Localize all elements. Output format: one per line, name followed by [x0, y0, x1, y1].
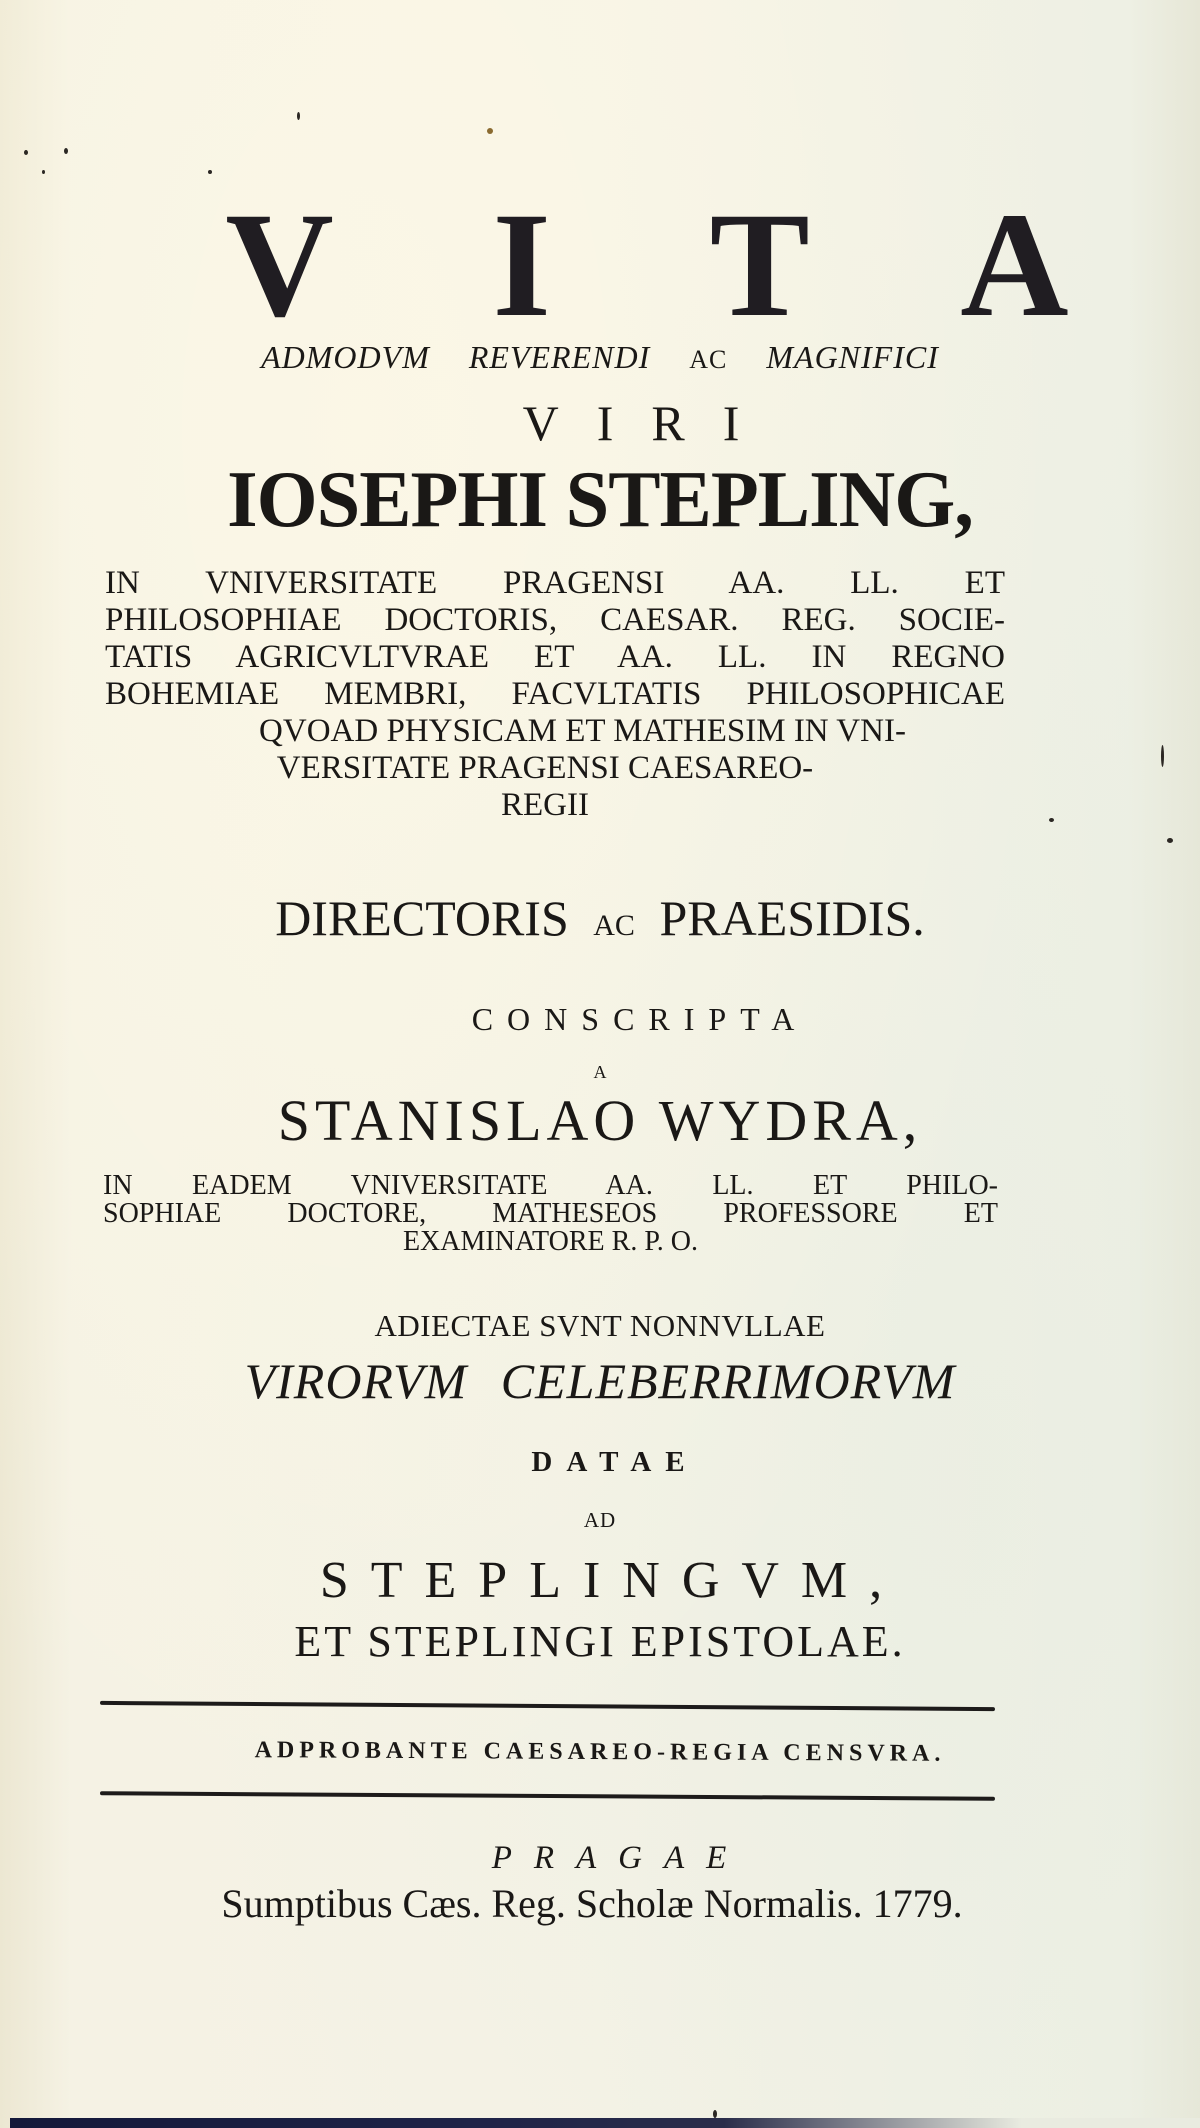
subject-titles — [105, 565, 1005, 824]
bottom-rule-divider — [100, 1791, 995, 1800]
paper-speck — [487, 128, 493, 134]
conscripta-line: CONSCRIPTA — [471, 1001, 809, 1037]
author-title-line: EXAMINATORE R. P. O. — [402, 1226, 699, 1257]
subject-title-line: PHILOSOPHIAE DOCTORIS, CAESAR. REG. SOCIE- — [105, 602, 1005, 638]
paper-speck — [24, 150, 28, 155]
subject-title-line: QVOAD PHYSICAM ET MATHESIM IN VNI- — [259, 713, 906, 749]
directoris-part2: PRAESIDIS. — [659, 890, 925, 946]
viri-line: VIRI — [522, 395, 778, 451]
honorific-line — [0, 341, 1200, 373]
paper-speck — [297, 112, 300, 120]
top-rule-divider — [100, 1701, 995, 1711]
ad-line: AD — [583, 1508, 617, 1532]
subject-title-line: TATIS AGRICVLTVRAE ET AA. LL. IN REGNO — [105, 639, 1005, 675]
imprint-line: Sumptibus Cæs. Reg. Scholæ Normalis. 1779. — [221, 1881, 963, 1926]
epistolae-line: ET STEPLINGI EPISTOLAE. — [294, 1617, 906, 1666]
directoris-part1: DIRECTORIS — [275, 890, 569, 946]
directoris-ac: AC — [593, 909, 635, 942]
directoris-line — [0, 890, 1200, 946]
author-name: STANISLAO WYDRA, — [277, 1088, 923, 1153]
censura-line: ADPROBANTE CAESAREO-REGIA CENSVRA. — [254, 1737, 946, 1767]
place-line: PRAGAE — [491, 1840, 749, 1876]
paper-speck — [713, 2110, 717, 2118]
author-title-line: IN EADEM VNIVERSITATE AA. LL. ET PHILO- — [103, 1170, 998, 1201]
page-bottom-edge — [10, 2118, 1200, 2128]
paper-speck — [1049, 818, 1054, 822]
paper-speck — [208, 170, 212, 174]
honorific-part1: ADMODVM REVERENDI — [261, 339, 651, 375]
paper-speck — [42, 170, 45, 174]
paper-speck — [64, 148, 68, 154]
subject-name: IOSEPHI STEPLING, — [227, 456, 973, 544]
author-titles — [103, 1172, 998, 1256]
subject-title-line: IN VNIVERSITATE PRAGENSI AA. LL. ET — [105, 565, 1005, 601]
main-title: V I T A — [225, 182, 1131, 348]
datae-line: DATAE — [531, 1446, 699, 1478]
adiectae-line: ADIECTAE SVNT NONNVLLAE — [374, 1308, 826, 1343]
subject-title-line: REGII — [501, 787, 589, 823]
subject-title-line: VERSITATE PRAGENSI CAESAREO- — [276, 750, 814, 786]
honorific-part2: MAGNIFICI — [766, 339, 939, 375]
honorific-ac: AC — [689, 345, 728, 374]
steplingum-line: STEPLINGVM, — [319, 1552, 905, 1609]
author-title-line: SOPHIAE DOCTORE, MATHESEOS PROFESSORE ET — [103, 1198, 998, 1229]
paper-speck — [1161, 745, 1164, 767]
a-line: A — [593, 1062, 607, 1082]
virorum-line: VIRORVM CELEBERRIMORVM — [244, 1353, 956, 1409]
subject-title-line: BOHEMIAE MEMBRI, FACVLTATIS PHILOSOPHICAE — [105, 676, 1005, 712]
paper-speck — [1167, 838, 1173, 843]
